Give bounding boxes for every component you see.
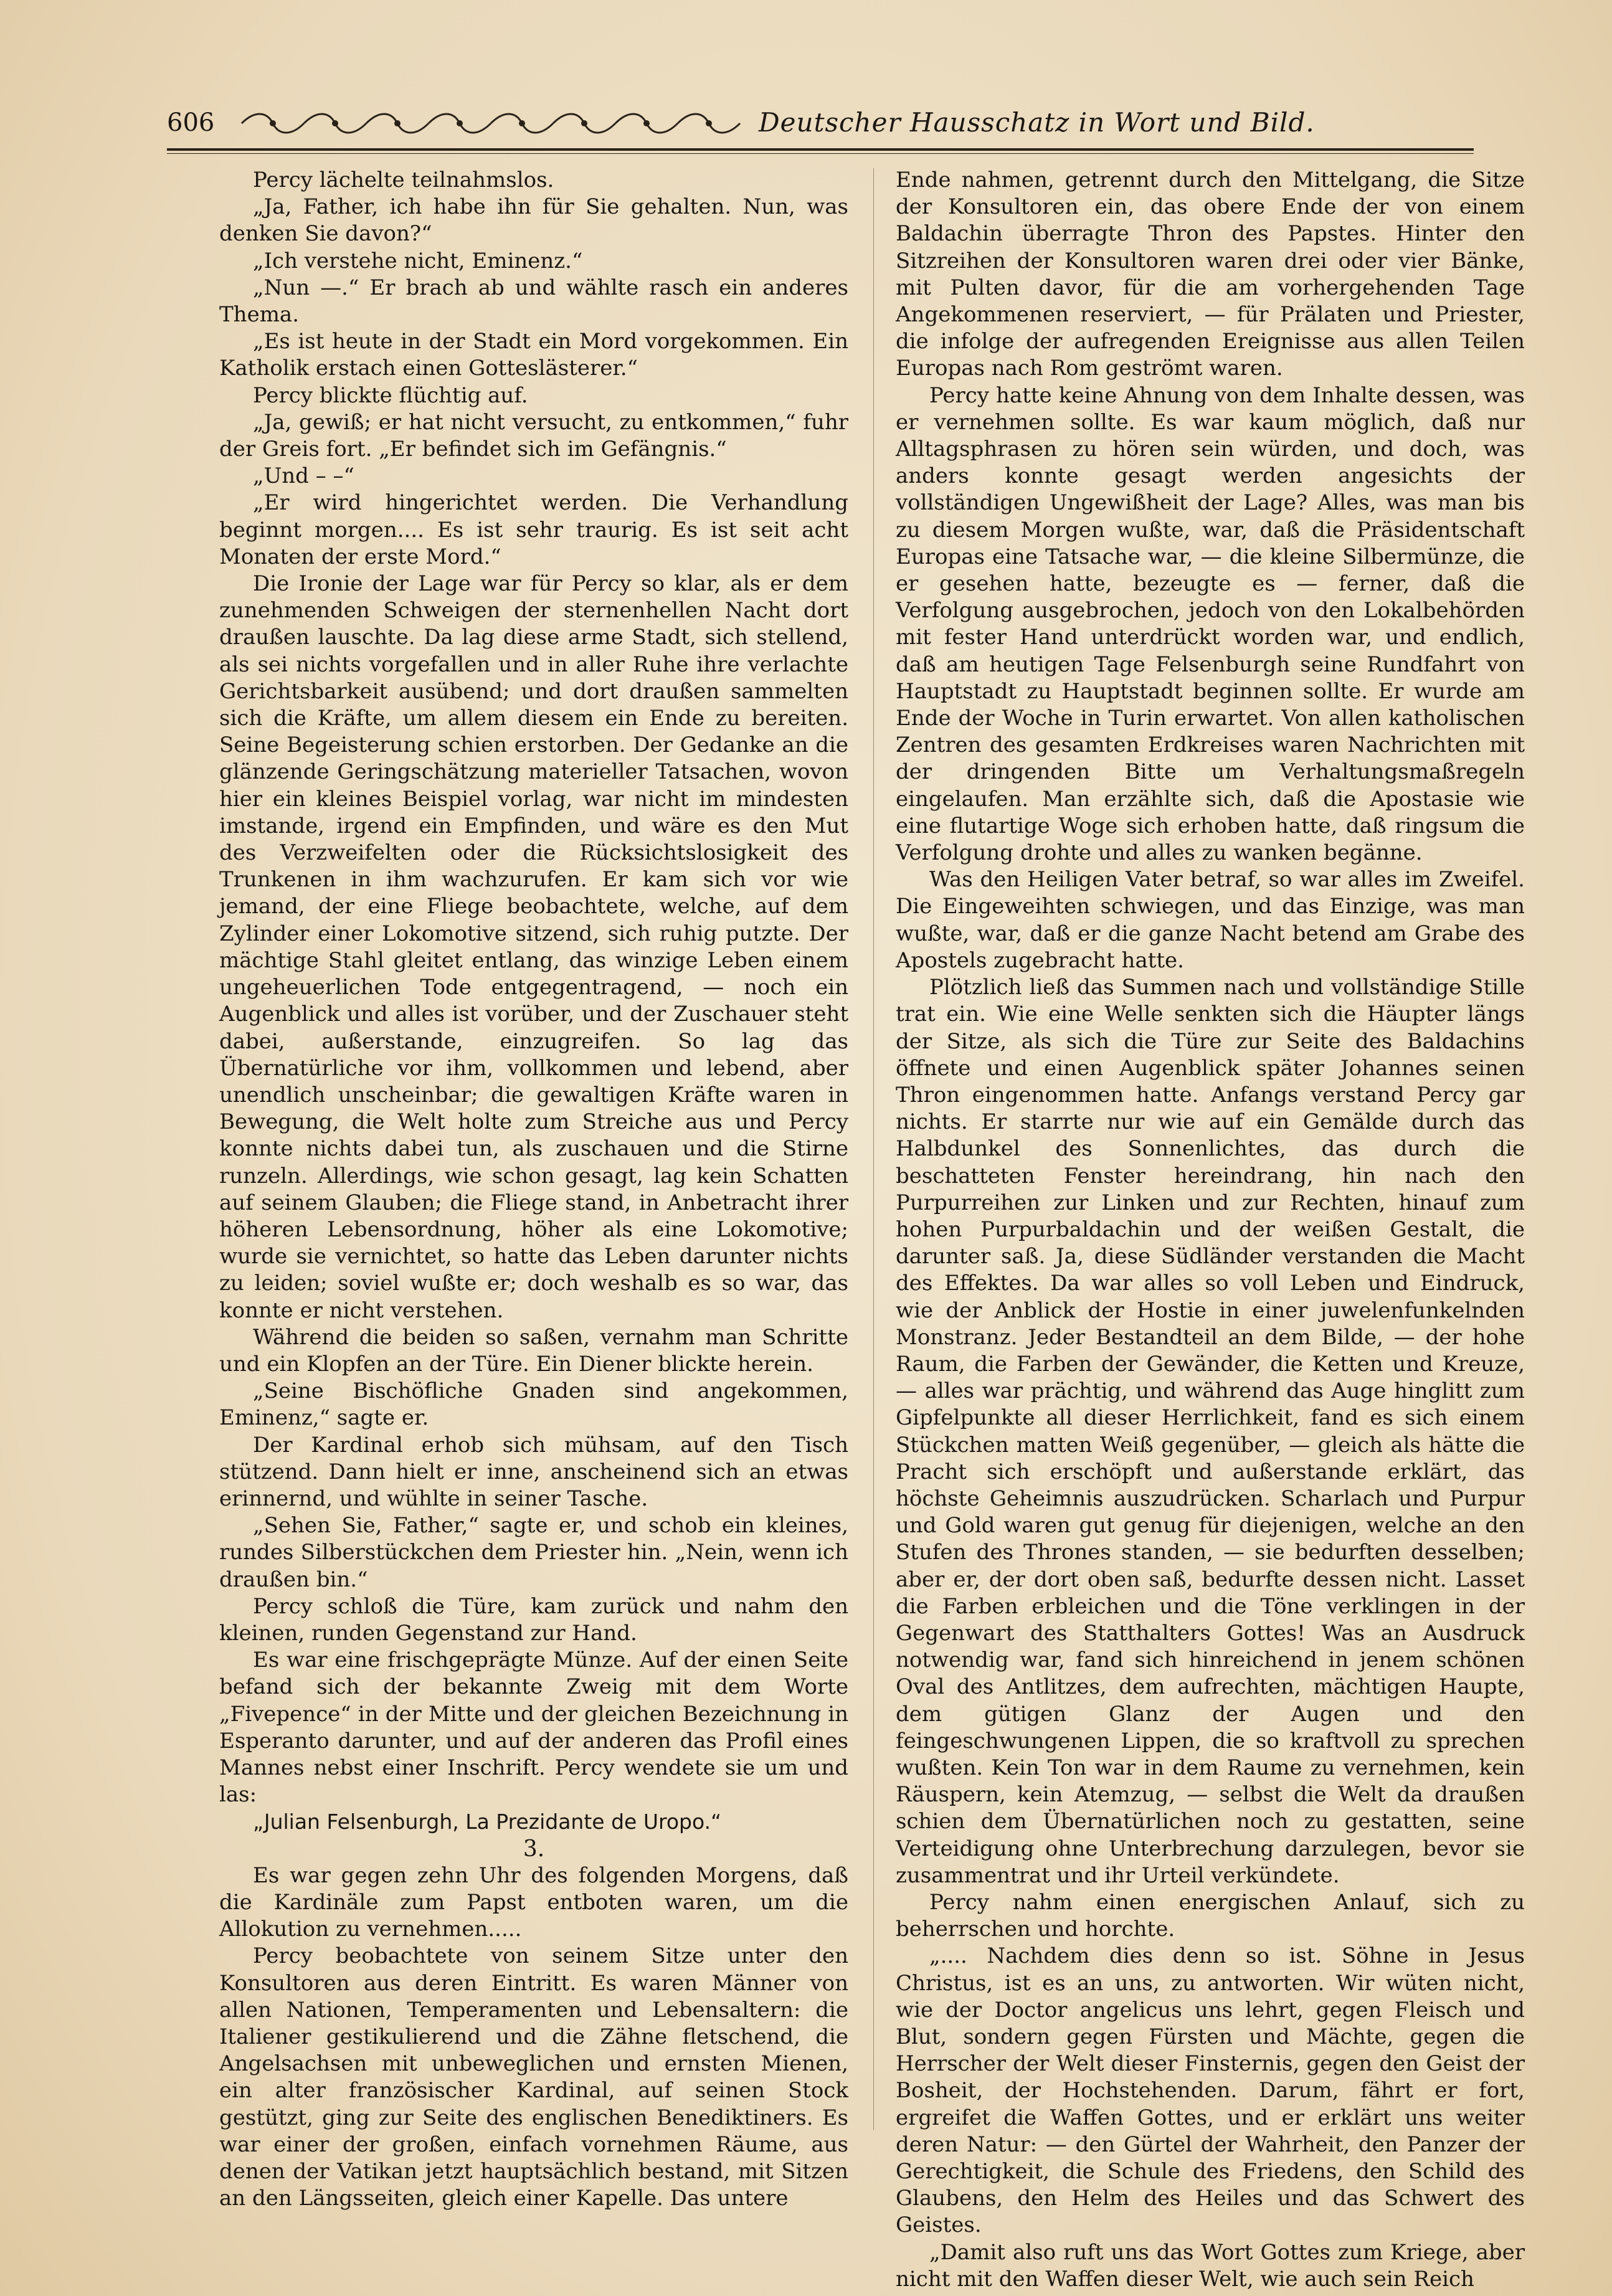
paragraph: „.... Nachdem dies denn so ist. Söhne in Jesus Christus, ist es an uns, zu antworten. Wir wüten nicht, wie der Doctor angelicus uns lehrt, gegen Fleisch und Blut, sondern gegen Fürsten und Mächte, gegen die Herrscher der Welt dieser Finsternis, gegen den Geist der Bosheit, der Hochstehenden. Darum, fährt er fort, ergreifet die Waffen Gottes, und er erklärt uns weiter deren Natur: — den Gürtel der Wahrheit, den Panzer der Gerechtigkeit, die Schule des Friedens, den Schild des Glaubens, den Helm des Heiles und das Schwert des Geistes. [896,1943,1525,2238]
paragraph: „Er wird hingerichtet werden. Die Verhandlung beginnt morgen.... Es ist sehr traurig. Es ist seit acht Monaten der erste Mord.“ [219,490,848,569]
paragraph: Es war eine frischgeprägte Münze. Auf der einen Seite befand sich der bekannte Zweig mit dem Worte „Fivepence“ in der Mitte und der gleichen Bezeichnung in Esperanto darunter, und auf der anderen das Profil eines Mannes nebst einer Inschrift. Percy wendete sie um und las: [219,1648,848,1808]
paragraph: Percy hatte keine Ahnung von dem Inhalte dessen, was er vernehmen sollte. Es war kaum möglich, daß nur Alltagsphrasen zu hören sein würden, und doch, was anders konnte gesagt werden angesichts der vollständigen Ungewißheit der Lage? Alles, was man bis zu diesem Morgen wußte, war, daß die Präsidentschaft Europas eine Tatsache war, — die kleine Silbermünze, die er gesehen hatte, bezeugte es — ferner, daß die Verfolgung ausgebrochen, jedoch von den Lokalbehörden mit fester Hand unterdrückt worden war, und endlich, daß am heutigen Tage Felsenburgh seine Rundfahrt von Hauptstadt zu Hauptstadt beginnen sollte. Er wurde am Ende der Woche in Turin erwartet. Von allen katholischen Zentren des gesamten Erdkreises waren Nachrichten mit der dringenden Bitte um Verhaltungsmaßregeln eingelaufen. Man erzählte sich, daß die Apostasie wie eine flutartige Woge sich erhoben hatte, daß ringsum die Verfolgung drohte und alles zu wanken begänne. [896,382,1525,866]
paragraph: Percy beobachtete von seinem Sitze unter den Konsultoren aus deren Eintritt. Es waren Männer von allen Nationen, Temperamenten und Lebensaltern: die Italiener gestikulierend und die Zähne fletschend, die Angelsachsen mit unbeweglichen und ernsten Mienen, ein alter französischer Kardinal, auf seinen Stock gestützt, ging zur Seite des englischen Benediktiners. Es war einer der großen, einfach vornehmen Räume, aus denen der Vatikan jetzt hauptsächlich bestand, mit Sitzen an den Längsseiten, gleich einer Kapelle. Das untere [219,1943,848,2211]
header-rule [167,148,1474,151]
paragraph: „Damit also ruft uns das Wort Gottes zum Kriege, aber nicht mit den Waffen dieser Welt, wie auch sein Reich [896,2239,1525,2292]
paragraph: „Ich verstehe nicht, Eminenz.“ [253,248,583,273]
paragraph: „Es ist heute in der Stadt ein Mord vorgekommen. Ein Katholik erstach einen Gotteslästerer.“ [219,329,848,381]
header-rule-thin [167,153,1474,154]
paragraph: Plötzlich ließ das Summen nach und vollständige Stille trat ein. Wie eine Welle senkten sich die Häupter längs der Sitze, als sich die Türe zur Seite des Baldachins öffnete und einen Augenblick später Johannes seinen Thron eingenommen hatte. Anfangs verstand Percy gar nichts. Er starrte nur wie auf ein Gemälde durch das Halbdunkel des Sonnenlichtes, das durch die beschatteten Fenster hereindrang, hin nach den Purpurreihen zur Linken und zur Rechten, hinauf zum hohen Purpurbaldachin und der weißen Gestalt, die darunter saß. Ja, diese Südländer verstanden die Macht des Effektes. Da war alles so voll Leben und Eindruck, wie der Anblick der Hostie in einer juwelenfunkelnden Monstranz. Jeder Bestandteil an dem Bilde, — der hohe Raum, die Farben der Gewänder, die Ketten und Kreuze, — alles war prächtig, und während das Auge hinglitt zum Gipfelpunkte all dieser Herrlichkeit, fand es sich einem Stückchen matten Weiß gegenüber, — gleich als hätte die Pracht sich erschöpft und außerstande erklärt, das höchste Geheimnis auszudrücken. Scharlach und Purpur und Gold waren gut genug für diejenigen, welche an den Stufen des Thrones standen, — sie bedurften desselben; aber er, der dort oben saß, bedurfte dessen nicht. Lasset die Farben erbleichen und die Töne verklingen in der Gegenwart des Statthalters Gottes! Was an Ausdruck notwendig war, fand sich hinreichend in jenem schönen Oval des Antlitzes, dem aufrechten, mächtigen Haupte, dem gütigen Glanz der Augen und den feingeschwungenen Lippen, die so kraftvoll zu sprechen wußten. Kein Ton war in dem Raume zu vernehmen, kein Räuspern, kein Atemzug, — selbst die Welt da draußen schien dem Übernatürlichen noch zu gestatten, seine Verteidigung ohne Unterbrechung darzulegen, bevor sie zusammentrat und ihr Urteil verkündete. [896,975,1525,1888]
paragraph: Die Ironie der Lage war für Percy so klar, als er dem zunehmenden Schweigen der sternenhellen Nacht dort draußen lauschte. Da lag diese arme Stadt, sich stellend, als sei nichts vorgefallen und in aller Ruhe ihre verlachte Gerichtsbarkeit ausübend; und dort draußen sammelten sich die Kräfte, um allem diesem ein Ende zu bereiten. Seine Begeisterung schien erstorben. Der Gedanke an die glänzende Geringschätzung materieller Tatsachen, wovon hier ein kleines Beispiel vorlag, war nicht im mindesten imstande, irgend ein Empfinden, und wäre es den Mut des Verzweifelten oder die Rücksichtslosigkeit des Trunkenen in ihm wachzurufen. Er kam sich vor wie jemand, der eine Fliege beobachtete, welche, auf dem Zylinder einer Lokomotive sitzend, sich ruhig putzte. Der mächtige Stahl gleitet entlang, das winzige Leben einem ungeheuerlichen Tode entgegentragend, — noch ein Augenblick und alles ist vorüber, und der Zuschauer steht dabei, außerstande, einzugreifen. So lag das Übernatürliche vor ihm, vollkommen und lebend, aber unendlich unscheinbar; die gewaltigen Kräfte waren in Bewegung, die Welt holte zum Streiche aus und Percy konnte nichts dabei tun, als zuschauen und die Stirne runzeln. Allerdings, wie schon gesagt, lag kein Schatten auf seinem Glauben; die Fliege stand, in Anbetracht ihrer höheren Lebensordnung, höher als eine Lokomotive; wurde sie vernichtet, so hatte das Leben darunter nichts zu leiden; soviel wußte er; doch weshalb es so war, das konnte er nicht verstehen. [219,571,848,1323]
paragraph: „Und – –“ [253,463,354,489]
paragraph: „Nun —.“ Er brach ab und wählte rasch ein anderes Thema. [219,275,848,328]
paragraph: „Seine Bischöfliche Gnaden sind angekommen, Eminenz,“ sagte er. [219,1378,848,1431]
paragraph: Percy schloß die Türe, kam zurück und nahm den kleinen, runden Gegenstand zur Hand. [219,1593,848,1646]
paragraph: „Sehen Sie, Father,“ sagte er, und schob ein kleines, rundes Silberstückchen dem Priester hin. „Nein, wenn ich draußen bin.“ [219,1513,848,1592]
paragraph: „Ja, Father, ich habe ihn für Sie gehalten. Nun, was denken Sie davon?“ [219,194,848,247]
left-text-column [219,167,848,2212]
page-number: 606 [167,108,215,137]
paragraph: Der Kardinal erhob sich mühsam, auf den Tisch stützend. Dann hielt er inne, anscheinend sich an etwas erinnernd, und wühlte in seiner Tasche. [219,1432,848,1511]
section-number: 3. [523,1836,545,1862]
page-header [167,105,1474,142]
paragraph: „Ja, gewiß; er hat nicht versucht, zu entkommen,“ fuhr der Greis fort. „Er befindet sich im Gefängnis.“ [219,409,848,462]
paragraph: Ende nahmen, getrennt durch den Mittelgang, die Sitze der Konsultoren ein, das obere Ende der von einem Baldachin überragte Thron des Papstes. Hinter den Sitzreihen der Konsultoren waren drei oder vier Bänke, mit Pulten davor, für die am vorhergehenden Tage Angekommenen reserviert, — für Prälaten und Priester, die infolge der aufregenden Ereignisse aus allen Teilen Europas nach Rom geströmt waren. [896,168,1525,381]
paragraph: Es war gegen zehn Uhr des folgenden Morgens, daß die Kardinäle zum Papst entboten waren, um die Allokution zu vernehmen..... [219,1862,848,1942]
paragraph: „Julian Felsenburgh, La Prezidante de Uropo.“ [253,1810,722,1834]
paragraph: Percy nahm einen energischen Anlauf, sich zu beherrschen und horchte. [896,1890,1525,1942]
running-title: Deutscher Hausschatz in Wort und Bild. [759,107,1315,138]
column-divider [873,168,874,2130]
right-text-column [896,167,1525,2293]
decorative-ornament-icon [235,110,746,137]
paragraph: Während die beiden so saßen, vernahm man Schritte und ein Klopfen an der Türe. Ein Diener blickte herein. [219,1324,848,1377]
paragraph: Percy lächelte teilnahmslos. [253,168,554,192]
paragraph: Was den Heiligen Vater betraf, so war alles im Zweifel. Die Eingeweihten schwiegen, und das Einzige, was man wußte, war, daß er die ganze Nacht betend am Grabe des Apostels zugebracht hatte. [896,867,1525,973]
paragraph: Percy blickte flüchtig auf. [253,382,528,408]
